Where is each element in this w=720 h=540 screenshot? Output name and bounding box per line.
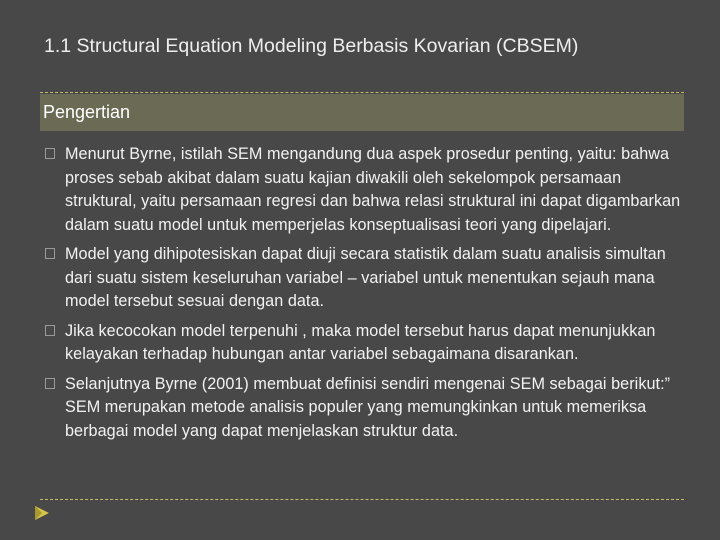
bottom-divider: [40, 499, 684, 500]
bullet-text: Jika kecocokan model terpenuhi , maka model tersebut harus dapat menunjukkan kelayakan terhadap hubungan antar variabel sebagaimana disarankan.: [65, 321, 656, 363]
section-label: Pengertian: [43, 102, 131, 122]
checkbox-square-icon: [45, 148, 55, 159]
bullet-text: Model yang dihipotesiskan dapat diuji secara statistik dalam suatu analisis simultan dari suatu sistem keseluruhan variabel – variabel untuk menentukan sejauh mana model tersebut sesuai dengan data.: [65, 245, 666, 310]
bullet-text: Menurut Byrne, istilah SEM mengandung dua aspek prosedur penting, yaitu: bahwa proses sebab akibat dalam suatu kajian diwakili oleh sekelompok persamaan struktural, yaitu persamaan regresi dan bahwa relasi struktural ini dapat digambarkan dalam suatu model untuk memperjelas konseptualisasi teori yang dipelajari.: [65, 145, 681, 234]
slide-title: 1.1 Structural Equation Modeling Berbasis Kovarian (CBSEM): [44, 35, 579, 57]
top-divider: [40, 92, 684, 93]
checkbox-square-icon: [45, 325, 55, 336]
checkbox-square-icon: [45, 248, 55, 259]
list-item: [45, 143, 685, 237]
section-header-bar: [40, 94, 684, 131]
list-item: [45, 373, 685, 444]
bullet-text: Selanjutnya Byrne (2001) membuat definisi sendiri mengenai SEM sebagai berikut:” SEM merupakan metode analisis populer yang memungkinkan untuk memeriksa berbagai model yang dapat menjelaskan struktur data.: [65, 374, 671, 440]
list-item: [45, 320, 685, 367]
list-item: [45, 243, 685, 314]
play-arrow-icon[interactable]: [34, 506, 50, 520]
bullet-list: [45, 143, 685, 449]
checkbox-square-icon: [45, 378, 55, 389]
